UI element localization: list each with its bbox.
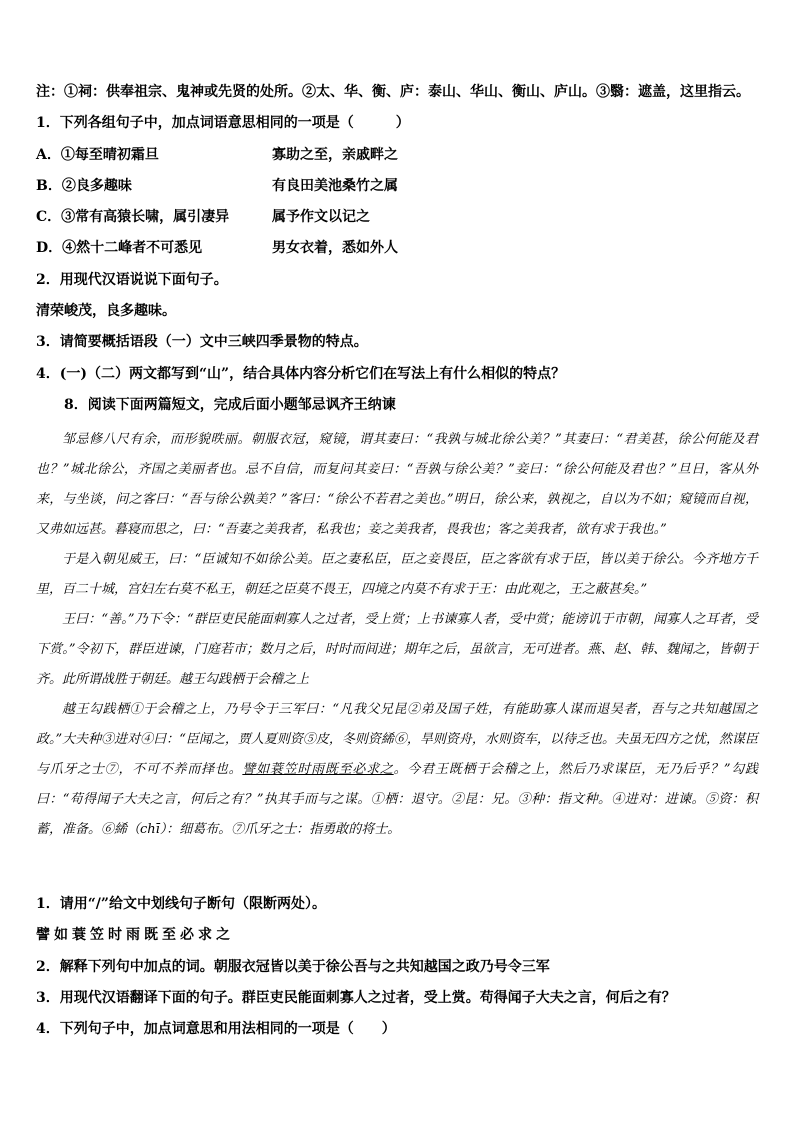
tail-question-1: 1．请用“/”给文中划线句子断句（限断两处）。 [36,896,326,912]
section-8-heading: 8．阅读下面两篇短文，完成后面小题邹忌讽齐王纳谏 [64,397,396,413]
option-b-pair: 有良田美池桑竹之属 [272,178,398,194]
option-a-pair: 寡助之至，亲戚畔之 [272,147,398,163]
tail-question-2: 2．解释下列句中加点的词。朝服衣冠皆以美于徐公吾与之共知越国之政乃号令三军 [36,959,550,975]
question-2-sentence: 清荣峻茂，良多趣味。 [36,303,176,319]
underlined-sentence: 譬如蓑笠时雨既至必求之 [242,762,394,777]
option-b-label: B．②良多趣味 [36,178,132,194]
option-d-label: D．④然十二峰者不可悉见 [36,240,203,256]
passage-paragraph-2: 于是入朝见威王，曰：“臣诚知不如徐公美。臣之妻私臣，臣之妾畏臣，臣之客欲有求于臣，皆以美于徐公。今齐地方千里，百二十城，宫妇左右莫不私王，朝廷之臣莫不畏王，四境之内莫不有求于王：由此观之，王之蔽甚矣。” [36,552,758,597]
question-2-stem: 2．用现代汉语说说下面句子。 [36,272,228,288]
passage-paragraph-4 [36,695,758,845]
question-3: 3．请简要概括语段（一）文中三峡四季景物的特点。 [36,334,368,350]
tail-question-3: 3．用现代汉语翻译下面的句子。群臣吏民能面刺寡人之过者，受上赏。苟得闻子大夫之言，何后之有？ [36,990,676,1006]
passage-paragraph-1: 邹忌修八尺有余，而形貌昳丽。朝服衣冠，窥镜，谓其妻曰：“我孰与城北徐公美？”其妻曰：“君美甚，徐公何能及君也？”城北徐公，齐国之美丽者也。忌不自信，而复问其妾曰：“吾孰与徐公美？”妾曰：“徐公何能及君也？”旦日，客从外来，与坐谈，问之客曰：“吾与徐公孰美？”客曰：“徐公不若君之美也。”明日，徐公来，孰视之，自以为不如；窥镜而自视，又弗如远甚。暮寝而思之，曰：“吾妻之美我者，私我也；妾之美我者，畏我也；客之美我者，欲有求于我也。” [36,432,758,537]
annotation-note: 注：①祠：供奉祖宗、鬼神或先贤的处所。②太、华、衡、庐：泰山、华山、衡山、庐山。③翳：遮盖，这里指云。 [36,84,750,100]
passage-paragraph-4-part-1: 越王勾践栖①于会稽之上，乃号令于三军曰：“凡我父兄昆②弟及国子姓，有能助寡人谋而退吴者，吾与之共知越国之政。”大夫种③进对④曰：“臣闻之，贾人夏则资⑤皮，冬则资絺⑥，旱则资舟，水则资车，以待乏也。夫虽无四方之忧，然谋臣与爪牙之士⑦，不可不养而择也。 [36,702,758,777]
option-d-pair: 男女衣着，悉如外人 [272,240,398,256]
passage-paragraph-3: 王曰：“善。”乃下令：“群臣吏民能面刺寡人之过者，受上赏；上书谏寡人者，受中赏；能谤讥于市朝，闻寡人之耳者，受下赏。”令初下，群臣进谏，门庭若市；数月之后，时时而间进；期年之后，虽欲言，无可进者。燕、赵、韩、魏闻之，皆朝于齐。此所谓战胜于朝廷。越王勾践栖于会稽之上 [36,612,758,687]
question-1-stem: 1．下列各组句子中，加点词语意思相同的一项是（ ） [36,115,410,131]
passage-paragraph-4-part-2: 。今君王既栖于会稽之上，然后乃求谋臣，无乃后乎？”勾践曰：“苟得闻子大夫之言，何后之有？”执其手而与之谋。①栖：退守。②昆：兄。③种：指文种。④进对：进谏。⑤资：积蓄，准备。⑥絺（chī）：细葛布。⑦爪牙之士：指勇敢的将士。 [36,762,758,837]
option-c-label: C．③常有高猿长啸，属引凄异 [36,209,230,225]
tail-question-4: 4．下列句子中，加点词意思和用法相同的一项是（ ） [36,1021,396,1037]
tail-question-1-sentence: 譬如蓑笠时雨既至必求之 [36,927,234,943]
option-c-pair: 属予作文以记之 [272,209,370,225]
question-4: 4．(一)（二）两文都写到“山”，结合具体内容分析它们在写法上有什么相似的特点？ [36,366,566,382]
reading-passage [36,425,758,845]
option-a-label: A．①每至晴初霜旦 [36,147,159,163]
